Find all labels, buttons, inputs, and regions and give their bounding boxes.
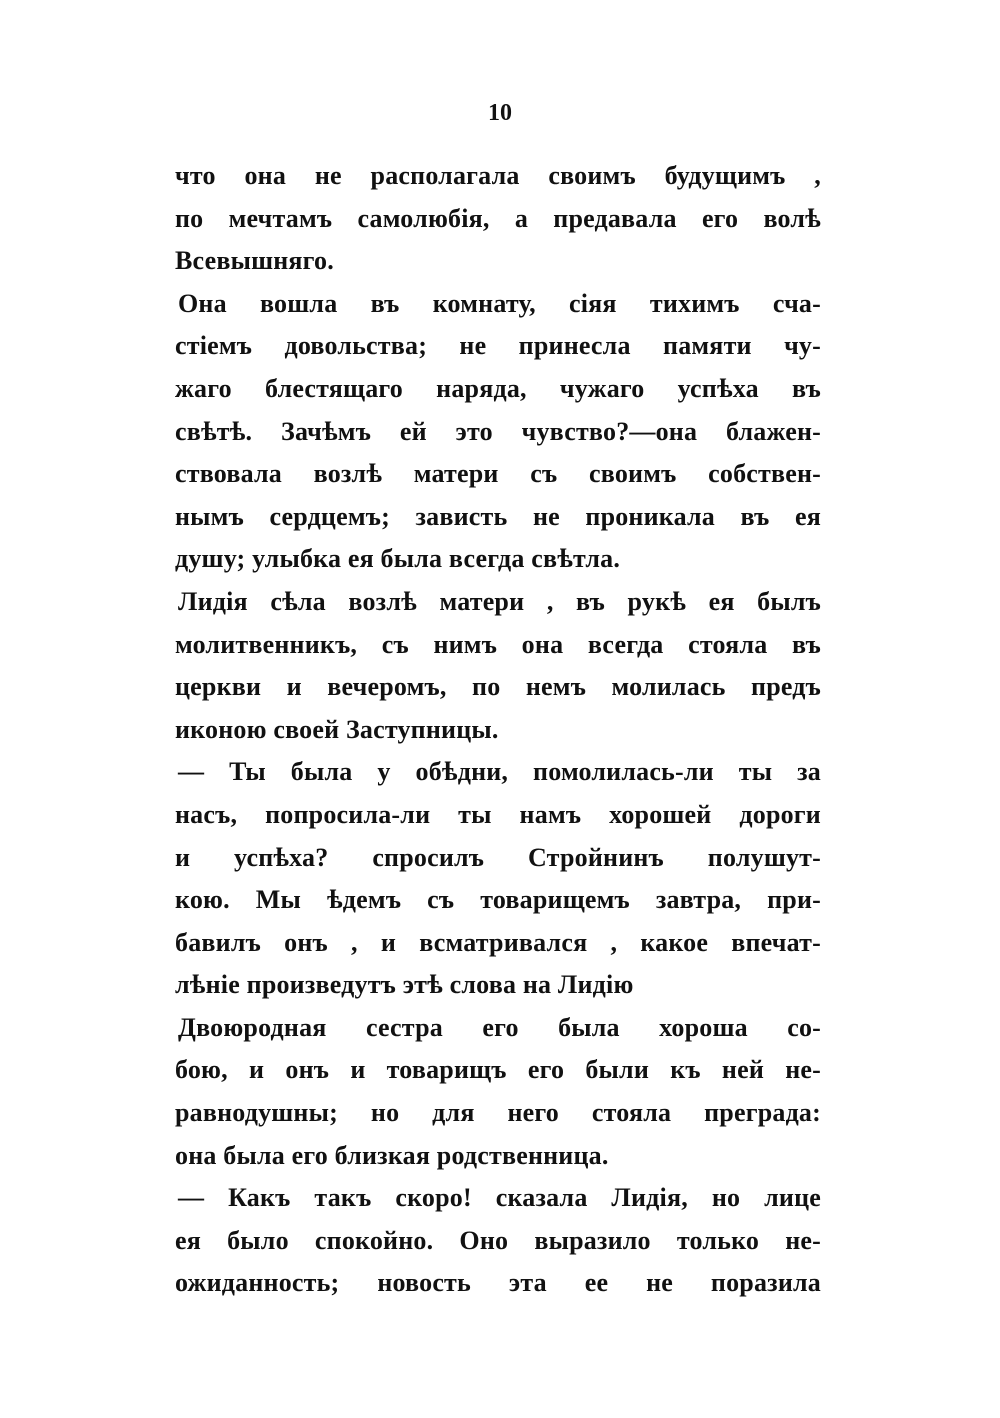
text-line: ствовала возлѣ матери съ своимъ собствен- bbox=[175, 459, 821, 489]
paragraph-start-line: — Ты была у обѣдни, помолилась-ли ты за bbox=[178, 757, 821, 787]
text-line: свѣтѣ. Зачѣмъ ей это чувство?—она блажен- bbox=[175, 416, 821, 446]
paragraph-start-line: Она вошла въ комнату, сіяя тихимъ сча- bbox=[178, 288, 821, 318]
paragraph-start-line: Двоюродная сестра его была хороша со- bbox=[178, 1012, 821, 1042]
paragraph-start-line: Лидія сѣла возлѣ матери , въ рукѣ ея былъ bbox=[178, 586, 821, 616]
text-line: церкви и вечеромъ, по немъ молилась предъ bbox=[175, 672, 821, 702]
text-line: она была его близкая родственница. bbox=[175, 1140, 609, 1170]
text-line: иконою своей Заступницы. bbox=[175, 714, 499, 744]
text-line: нымъ сердцемъ; зависть не проникала въ ея bbox=[175, 501, 821, 531]
page-number: 10 bbox=[488, 100, 512, 126]
text-line: бавилъ онъ , и всматривался , какое впечат- bbox=[175, 927, 821, 957]
text-line: и успѣха? спросилъ Стройнинъ полушут- bbox=[175, 842, 821, 872]
text-line: ея было спокойно. Оно выразило только не- bbox=[175, 1225, 821, 1255]
text-line: лѣніе произведутъ этѣ слова на Лидію bbox=[175, 970, 634, 1000]
paragraph-start-line: — Какъ такъ скоро! сказала Лидія, но лице bbox=[178, 1183, 821, 1213]
text-line: бою, и онъ и товарищъ его были къ ней не- bbox=[175, 1055, 821, 1085]
text-line: жаго блестящаго наряда, чужаго успѣха въ bbox=[175, 373, 821, 403]
text-line: что она не располагала своимъ будущимъ , bbox=[175, 161, 821, 190]
text-line: стіемъ довольства; не принесла памяти чу- bbox=[175, 331, 821, 361]
text-line: молитвенникъ, съ нимъ она всегда стояла въ bbox=[175, 629, 821, 659]
text-line: по мечтамъ самолюбія, а предавала его волѣ bbox=[175, 203, 821, 233]
text-line: насъ, попросила-ли ты намъ хорошей дороги bbox=[175, 799, 821, 829]
text-line: кою. Мы ѣдемъ съ товарищемъ завтра, при- bbox=[175, 885, 821, 915]
text-line: Всевышняго. bbox=[175, 246, 334, 276]
text-line: ожиданность; новость эта ее не поразила bbox=[175, 1268, 821, 1298]
text-line: равнодушны; но для него стояла преграда: bbox=[175, 1098, 821, 1128]
body-text bbox=[175, 155, 821, 1305]
text-line: душу; улыбка ея была всегда свѣтла. bbox=[175, 544, 621, 574]
